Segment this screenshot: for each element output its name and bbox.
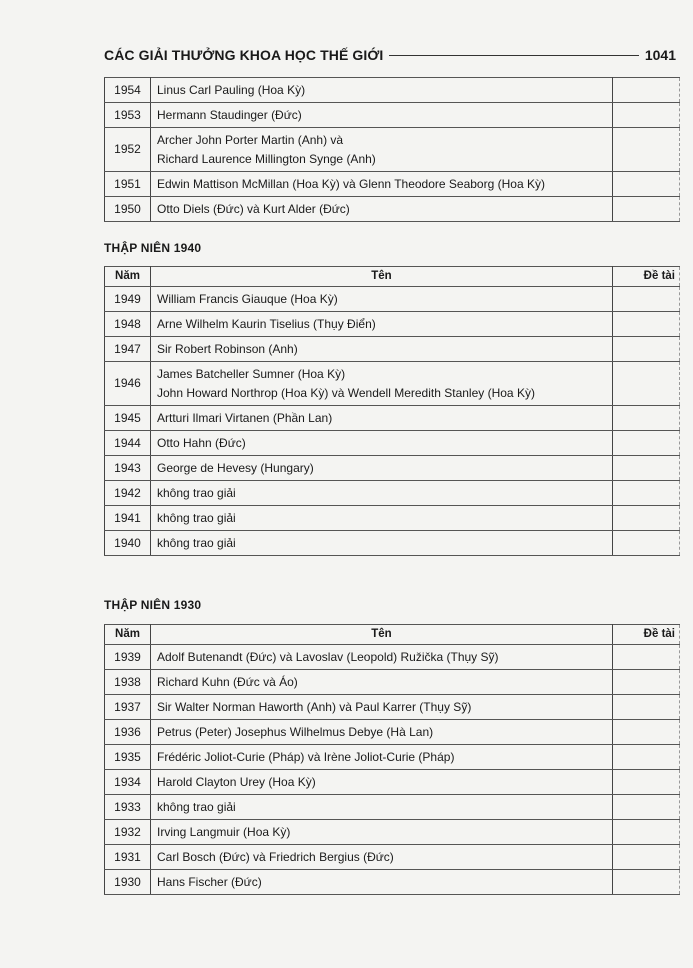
row-laureates [151,406,613,431]
table-row [105,337,680,362]
row-year: 1942 [105,481,151,506]
row-topic [613,670,680,695]
table-row [105,312,680,337]
laureate-line: Richard Laurence Millington Synge (Anh) [157,151,376,166]
table-header-row [105,267,680,287]
row-topic [613,531,680,556]
table-row [105,720,680,745]
laureate-line: Sir Walter Norman Haworth (Anh) và Paul Karrer (Thụy Sỹ) [157,699,472,714]
row-topic [613,870,680,895]
col-header-year: Năm [105,625,151,645]
laureate-line: Carl Bosch (Đức) và Friedrich Bergius (Đức) [157,849,394,864]
laureate-line: Edwin Mattison McMillan (Hoa Kỳ) và Glenn Theodore Seaborg (Hoa Kỳ) [157,176,545,191]
page-header [104,44,676,66]
laureate-line: Arne Wilhelm Kaurin Tiselius (Thụy Điển) [157,316,376,331]
table-row [105,645,680,670]
section-title-1940: THẬP NIÊN 1940 [104,241,202,255]
row-topic [613,720,680,745]
row-year: 1947 [105,337,151,362]
row-year: 1952 [105,128,151,172]
row-year: 1937 [105,695,151,720]
row-topic [613,128,680,172]
row-laureates [151,720,613,745]
row-laureates [151,531,613,556]
row-laureates [151,78,613,103]
row-topic [613,481,680,506]
table-row [105,456,680,481]
row-laureates [151,362,613,406]
row-topic [613,695,680,720]
laureate-line: William Francis Giauque (Hoa Kỳ) [157,291,338,306]
row-year: 1939 [105,645,151,670]
row-year: 1933 [105,795,151,820]
row-year: 1944 [105,431,151,456]
laureate-line: Petrus (Peter) Josephus Wilhelmus Debye (Hà Lan) [157,724,434,739]
laureate-line: Irving Langmuir (Hoa Kỳ) [157,824,291,839]
row-topic [613,795,680,820]
row-laureates [151,695,613,720]
row-year: 1954 [105,78,151,103]
row-laureates [151,506,613,531]
row-year: 1945 [105,406,151,431]
table-1930s [104,624,680,895]
table-row [105,197,680,222]
row-year: 1951 [105,172,151,197]
row-year: 1950 [105,197,151,222]
table-row [105,845,680,870]
section-title-1930: THẬP NIÊN 1930 [104,598,202,612]
laureate-line: Frédéric Joliot-Curie (Pháp) và Irène Joliot-Curie (Pháp) [157,749,455,764]
laureate-line: Linus Carl Pauling (Hoa Kỳ) [157,82,306,97]
row-laureates [151,795,613,820]
row-laureates [151,197,613,222]
laureate-line: Hans Fischer (Đức) [157,874,262,889]
table-row [105,128,680,172]
laureate-line: James Batcheller Sumner (Hoa Kỳ) [157,366,346,381]
row-year: 1949 [105,287,151,312]
row-laureates [151,481,613,506]
row-topic [613,820,680,845]
table-row [105,287,680,312]
table-row [105,820,680,845]
row-topic [613,645,680,670]
header-rule [389,55,638,56]
table-row [105,78,680,103]
table-row [105,103,680,128]
row-year: 1946 [105,362,151,406]
table-header-row [105,625,680,645]
row-year: 1931 [105,845,151,870]
laureate-line: Sir Robert Robinson (Anh) [157,341,298,356]
col-header-name: Tên [151,625,613,645]
header-title: CÁC GIẢI THƯỞNG KHOA HỌC THẾ GIỚI [104,47,384,63]
row-topic [613,770,680,795]
row-year: 1936 [105,720,151,745]
table-row [105,406,680,431]
table-1950s [104,77,680,222]
table-row [105,770,680,795]
row-year: 1943 [105,456,151,481]
row-laureates [151,172,613,197]
row-topic [613,287,680,312]
laureate-line: không trao giải [157,510,236,525]
row-topic [613,103,680,128]
row-year: 1953 [105,103,151,128]
row-laureates [151,431,613,456]
row-topic [613,845,680,870]
row-year: 1940 [105,531,151,556]
table-row [105,795,680,820]
laureate-line: Archer John Porter Martin (Anh) và [157,132,344,147]
row-laureates [151,870,613,895]
laureate-line: Otto Diels (Đức) và Kurt Alder (Đức) [157,201,350,216]
row-year: 1938 [105,670,151,695]
row-laureates [151,745,613,770]
row-laureates [151,128,613,172]
laureate-line: Richard Kuhn (Đức và Áo) [157,674,298,689]
row-laureates [151,287,613,312]
table-row [105,506,680,531]
row-topic [613,337,680,362]
row-laureates [151,103,613,128]
laureate-line: Adolf Butenandt (Đức) và Lavoslav (Leopold) Ružička (Thụy Sỹ) [157,649,499,664]
row-year: 1934 [105,770,151,795]
table-1940s [104,266,680,556]
row-topic [613,362,680,406]
row-topic [613,172,680,197]
row-year: 1932 [105,820,151,845]
row-year: 1935 [105,745,151,770]
table-row [105,531,680,556]
laureate-line: John Howard Northrop (Hoa Kỳ) và Wendell Meredith Stanley (Hoa Kỳ) [157,385,535,400]
row-laureates [151,456,613,481]
laureate-line: Otto Hahn (Đức) [157,435,246,450]
laureate-line: Artturi Ilmari Virtanen (Phần Lan) [157,410,333,425]
row-laureates [151,312,613,337]
row-year: 1941 [105,506,151,531]
row-year: 1930 [105,870,151,895]
table-row [105,481,680,506]
row-topic [613,506,680,531]
laureate-line: không trao giải [157,535,236,550]
laureate-line: không trao giải [157,485,236,500]
col-header-topic: Đề tài [613,625,680,645]
col-header-year: Năm [105,267,151,287]
row-topic [613,745,680,770]
row-topic [613,312,680,337]
laureate-line: không trao giải [157,799,236,814]
row-topic [613,197,680,222]
row-laureates [151,645,613,670]
laureate-line: George de Hevesy (Hungary) [157,460,314,475]
page-number: 1041 [644,47,676,63]
laureate-line: Harold Clayton Urey (Hoa Kỳ) [157,774,316,789]
row-laureates [151,670,613,695]
row-topic [613,406,680,431]
table-row [105,745,680,770]
row-topic [613,456,680,481]
row-laureates [151,770,613,795]
table-row [105,431,680,456]
row-topic [613,78,680,103]
table-row [105,172,680,197]
table-row [105,695,680,720]
row-laureates [151,337,613,362]
laureate-line: Hermann Staudinger (Đức) [157,107,302,122]
col-header-name: Tên [151,267,613,287]
table-row [105,870,680,895]
col-header-topic: Đề tài [613,267,680,287]
table-row [105,362,680,406]
row-topic [613,431,680,456]
row-year: 1948 [105,312,151,337]
row-laureates [151,845,613,870]
table-row [105,670,680,695]
row-laureates [151,820,613,845]
